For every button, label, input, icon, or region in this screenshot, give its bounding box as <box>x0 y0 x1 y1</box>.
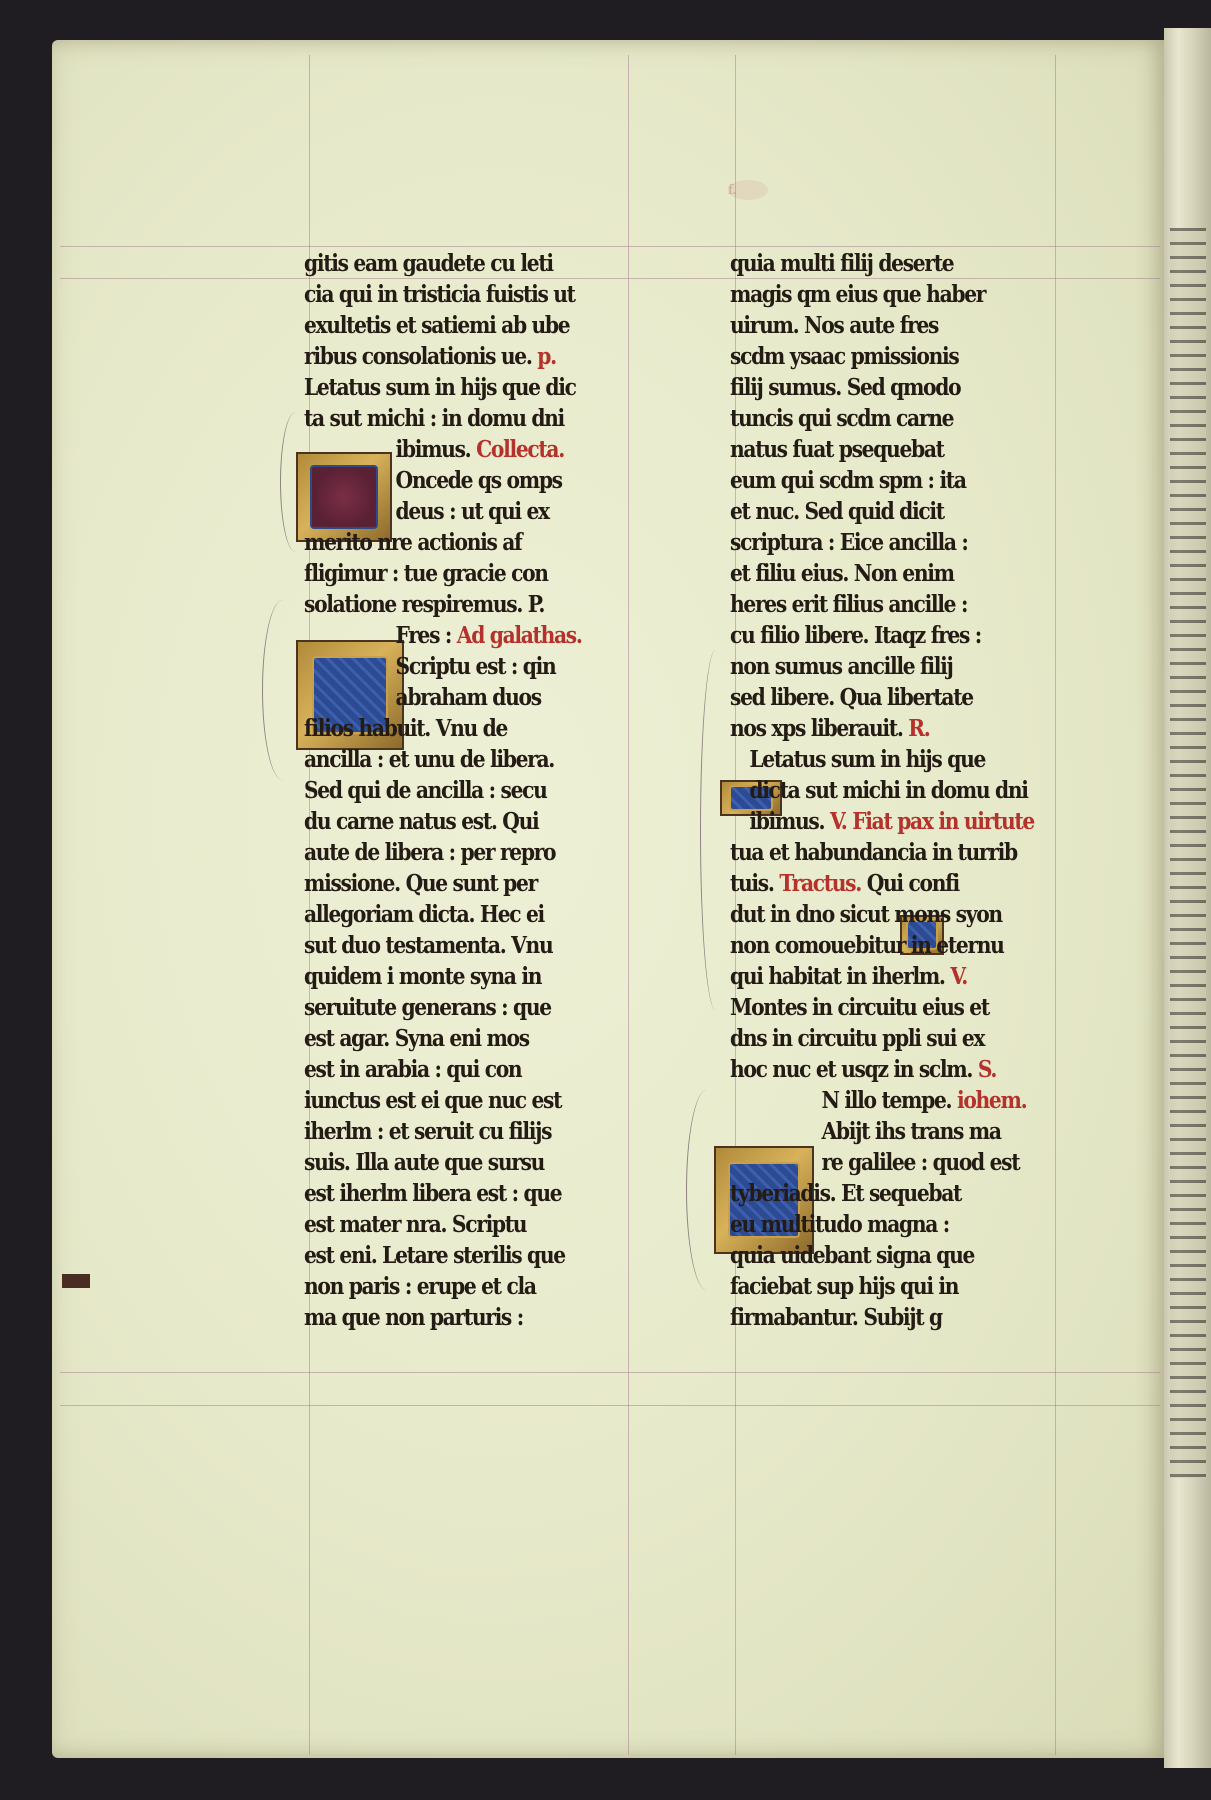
text-line <box>304 930 603 961</box>
text-line <box>304 589 603 620</box>
text-line <box>730 1085 1038 1116</box>
text-line-body: iunctus est ei que nuc est <box>304 1087 562 1114</box>
text-line <box>304 651 603 682</box>
text-line-body: deus : ut qui ex <box>395 498 549 525</box>
text-line <box>730 868 1038 899</box>
text-line-body: et filiu eius. Non enim <box>730 560 954 587</box>
text-line-body: et nuc. Sed quid dicit <box>730 498 944 525</box>
text-line <box>304 1271 603 1302</box>
text-line-body: natus fuat psequebat <box>730 436 944 463</box>
text-line <box>730 806 1038 837</box>
text-line <box>304 496 603 527</box>
text-line <box>304 1023 603 1054</box>
text-line-body: est eni. Letare sterilis que <box>304 1242 565 1269</box>
text-line-body: scdm ysaac pmissionis <box>730 343 959 370</box>
text-line-body: hoc nuc et usqz in sclm. <box>730 1056 973 1083</box>
text-line <box>304 403 603 434</box>
text-line-body: cu filio libere. Itaqz fres : <box>730 622 981 649</box>
text-line-body: Sed qui de ancilla : secu <box>304 777 547 804</box>
text-line <box>730 372 1038 403</box>
text-line <box>730 713 1038 744</box>
text-line-body: exultetis et satiemi ab ube <box>304 312 570 339</box>
text-line-body: tyberiadis. Et sequebat <box>730 1180 962 1207</box>
text-line-body: filios habuit. Vnu de <box>304 715 508 742</box>
text-line <box>730 434 1038 465</box>
text-line-body: qui habitat in iherlm. <box>730 963 945 990</box>
text-line-body: quia multi filij deserte <box>730 250 954 277</box>
text-line-body: sut duo testamenta. Vnu <box>304 932 553 959</box>
text-line <box>730 465 1038 496</box>
text-line <box>730 527 1038 558</box>
text-line-body: est mater nra. Scriptu <box>304 1211 527 1238</box>
text-line-body: ibimus. <box>395 436 471 463</box>
text-line-body: aute de libera : per repro <box>304 839 556 866</box>
text-line <box>304 1178 603 1209</box>
text-line-body: missione. Que sunt per <box>304 870 537 897</box>
text-line <box>730 589 1038 620</box>
text-line-body: non comouebitur in eternu <box>730 932 1004 959</box>
text-line <box>304 341 603 372</box>
pen-flourish <box>700 650 731 1010</box>
rubric: V. <box>950 963 967 990</box>
text-line-body: eu multitudo magna : <box>730 1211 949 1238</box>
text-line-body: est in arabia : qui con <box>304 1056 522 1083</box>
rubric: Ad galathas. <box>456 622 582 649</box>
text-line <box>730 341 1038 372</box>
text-line-body: ribus consolationis ue. <box>304 343 532 370</box>
text-line <box>730 248 1038 279</box>
text-line <box>304 1085 603 1116</box>
text-line <box>304 899 603 930</box>
text-line-body: firmabantur. Subijt g <box>730 1304 942 1331</box>
text-line <box>304 527 603 558</box>
text-line <box>304 961 603 992</box>
text-line <box>304 837 603 868</box>
text-line <box>304 372 603 403</box>
text-line-body: re galilee : quod est <box>821 1149 1020 1176</box>
text-line <box>304 558 603 589</box>
text-line <box>304 279 603 310</box>
adjacent-leaves <box>1164 28 1211 1768</box>
text-line <box>730 1178 1038 1209</box>
text-line <box>730 403 1038 434</box>
rubric: S. <box>977 1056 997 1083</box>
ruling-line <box>60 1405 1160 1406</box>
text-line <box>304 1302 603 1333</box>
text-line <box>304 744 603 775</box>
text-line-body: scriptura : Eice ancilla : <box>730 529 968 556</box>
rubric: V. Fiat pax in uirtute <box>829 808 1034 835</box>
text-line-body: heres erit filius ancille : <box>730 591 968 618</box>
text-line <box>730 1271 1038 1302</box>
text-line-body: faciebat sup hijs qui in <box>730 1273 959 1300</box>
text-line <box>730 961 1038 992</box>
text-line-body: Letatus sum in hijs que <box>749 746 986 773</box>
text-line <box>730 775 1038 806</box>
text-line-body: iherlm : et seruit cu filijs <box>304 1118 552 1145</box>
text-line-body: suis. Illa aute que sursu <box>304 1149 545 1176</box>
pen-flourish <box>686 1090 727 1290</box>
text-line-body: tuncis qui scdm carne <box>730 405 954 432</box>
text-line <box>304 806 603 837</box>
text-line <box>304 465 603 496</box>
text-line-body: N illo tempe. <box>821 1087 952 1114</box>
text-line <box>304 682 603 713</box>
text-line-body: uirum. Nos aute fres <box>730 312 939 339</box>
text-line <box>730 496 1038 527</box>
text-line-body: quidem i monte syna in <box>304 963 542 990</box>
text-line <box>304 713 603 744</box>
text-line-body: Letatus sum in hijs que dic <box>304 374 576 401</box>
ruling-line <box>60 246 1160 247</box>
pen-flourish <box>262 600 303 780</box>
right-text-column <box>730 248 1080 1333</box>
left-text-column <box>304 248 644 1333</box>
text-line-body: est agar. Syna eni mos <box>304 1025 529 1052</box>
text-line <box>730 899 1038 930</box>
text-line-body: ta sut michi : in domu dni <box>304 405 564 432</box>
text-line <box>304 868 603 899</box>
text-line <box>730 930 1038 961</box>
text-line <box>304 1116 603 1147</box>
text-line <box>304 992 603 1023</box>
text-line-body: cia qui in tristicia fuistis ut <box>304 281 575 308</box>
text-line-body: Abijt ihs trans ma <box>821 1118 1001 1145</box>
text-line-body: eum qui scdm spm : ita <box>730 467 966 494</box>
text-line <box>730 620 1038 651</box>
text-line <box>304 1209 603 1240</box>
text-line-body: fligimur : tue gracie con <box>304 560 548 587</box>
text-line-body: tuis. <box>730 870 774 897</box>
text-line <box>730 651 1038 682</box>
text-line <box>304 434 603 465</box>
rubric: Collecta. <box>476 436 564 463</box>
text-line-body: magis qm eius que haber <box>730 281 986 308</box>
text-line <box>730 1209 1038 1240</box>
text-line-body: Scriptu est : qin <box>395 653 556 680</box>
text-line <box>304 1054 603 1085</box>
text-line <box>730 1054 1038 1085</box>
rubric: p. <box>537 343 556 370</box>
text-line-body: merito nre actionis af <box>304 529 522 556</box>
text-line-body: solatione respiremus. P. <box>304 591 545 618</box>
text-line <box>730 310 1038 341</box>
rubric: R. <box>908 715 930 742</box>
text-line <box>304 1147 603 1178</box>
text-line <box>730 837 1038 868</box>
text-line-body: tua et habundancia in turrib <box>730 839 1017 866</box>
text-line <box>304 620 603 651</box>
text-line-body: Fres : <box>395 622 452 649</box>
rubric: Tractus. <box>779 870 861 897</box>
text-line <box>730 1023 1038 1054</box>
text-line <box>730 1302 1038 1333</box>
text-line <box>304 310 603 341</box>
rubric: iohem. <box>956 1087 1027 1114</box>
text-line-body: non sumus ancille filij <box>730 653 953 680</box>
text-line-body: Oncede qs omps <box>395 467 562 494</box>
text-line <box>730 744 1038 775</box>
text-line <box>730 1116 1038 1147</box>
text-line <box>304 248 603 279</box>
text-line-body: ancilla : et unu de libera. <box>304 746 555 773</box>
text-line-body: dicta sut michi in domu dni <box>749 777 1028 804</box>
text-line-body: gitis eam gaudete cu leti <box>304 250 553 277</box>
text-line-body: du carne natus est. Qui <box>304 808 539 835</box>
text-line-body: non paris : erupe et cla <box>304 1273 536 1300</box>
text-line-body: ma que non parturis : <box>304 1304 523 1331</box>
text-line-continuation: Qui confi <box>866 870 959 897</box>
text-line <box>730 1147 1038 1178</box>
text-line-body: filij sumus. Sed qmodo <box>730 374 961 401</box>
text-line-body: quia uidebant signa que <box>730 1242 975 1269</box>
folio-mark: f. <box>728 183 737 198</box>
ruling-line <box>60 1372 1160 1373</box>
text-line-body: allegoriam dicta. Hec ei <box>304 901 544 928</box>
text-line-body: sed libere. Qua libertate <box>730 684 973 711</box>
page-tab-mark <box>62 1274 90 1288</box>
text-line-body: nos xps liberauit. <box>730 715 903 742</box>
text-line-body: Montes in circuitu eius et <box>730 994 989 1021</box>
text-line <box>304 775 603 806</box>
adjacent-leaf-text <box>1170 228 1206 1478</box>
text-line <box>730 992 1038 1023</box>
text-line-body: dns in circuitu ppli sui ex <box>730 1025 985 1052</box>
text-line-body: dut in dno sicut mons syon <box>730 901 1002 928</box>
text-line-body: ibimus. <box>749 808 825 835</box>
text-line <box>730 279 1038 310</box>
text-line <box>730 1240 1038 1271</box>
text-line-body: abraham duos <box>395 684 541 711</box>
text-line <box>730 558 1038 589</box>
text-line-body: est iherlm libera est : que <box>304 1180 562 1207</box>
text-line <box>730 682 1038 713</box>
text-line <box>304 1240 603 1271</box>
text-line-body: seruitute generans : que <box>304 994 551 1021</box>
